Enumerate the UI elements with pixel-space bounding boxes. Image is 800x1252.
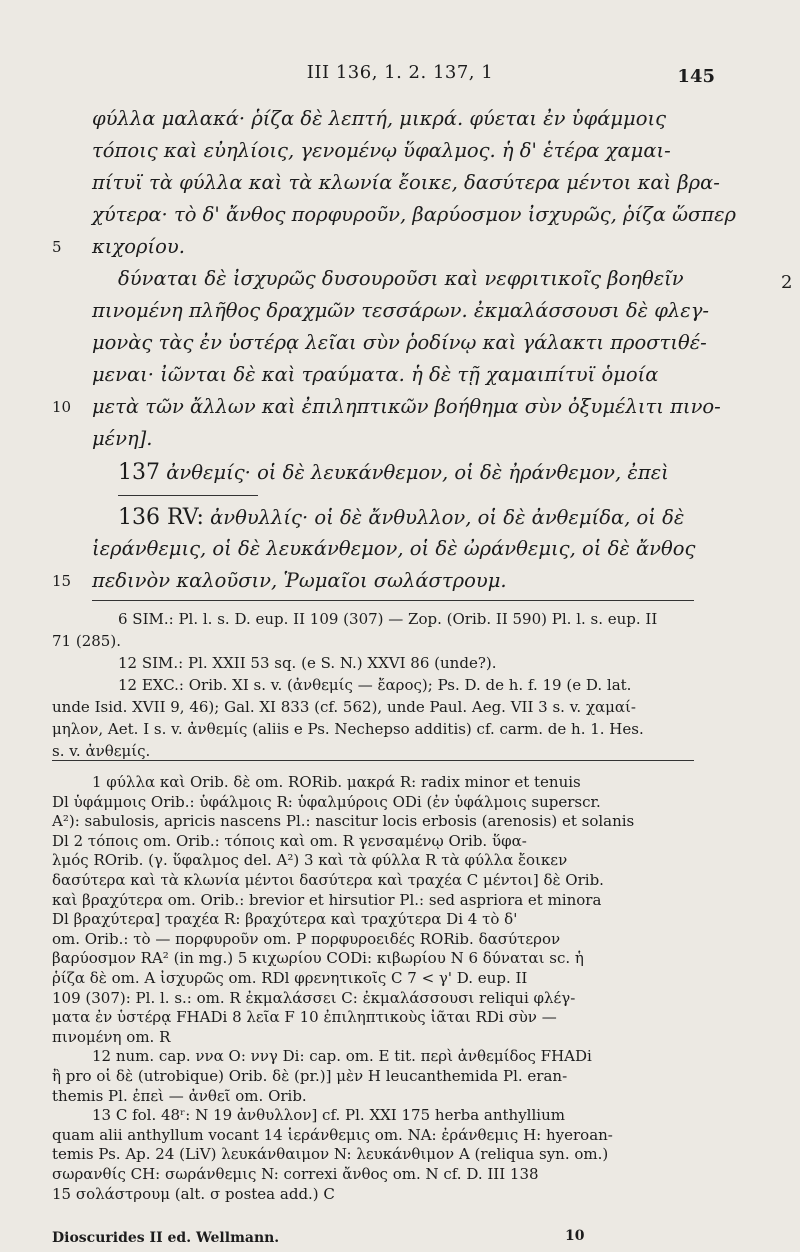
apparatus-line: δασύτερα καὶ τὰ κλωνία μέντοι δασύτερα καὶ τραχέα C μέντοι] δὲ Orib.: [52, 871, 604, 889]
chapter-text: ἀνθυλλίς· οἱ δὲ ἄνθυλλον, οἱ δὲ ἀνθεμίδα, οἱ δὲ: [210, 506, 685, 529]
apparatus-line: om. Orib.: τὸ — πορφυροῦν om. P πορφυροειδές RORib. δασύτερον: [52, 929, 561, 948]
apparatus-line: λμός ROrib. (γ. ὕφαλμος del. A²) 3 καὶ τὰ φύλλα R τὰ φύλλα ἔοικεν: [52, 851, 568, 870]
main-text-line: πινομένη πλῆθος δραχμῶν τεσσάρων. ἐκμαλάσσουσι δὲ φλεγ-: [92, 299, 709, 322]
running-head: III 136, 1. 2. 137, 1: [306, 62, 494, 83]
testimonia-line: 12 SIM.: Pl. XXII 53 sq. (e S. N.) XXVI 86 (unde?).: [118, 654, 497, 672]
apparatus-line: 15 σολάστρουμ (alt. σ postea add.) C: [52, 1184, 335, 1203]
main-text-line: πίτυϊ τὰ φύλλα καὶ τὰ κλωνία ἔοικε, δασύτερα μέντοι καὶ βρα-: [92, 171, 720, 194]
main-text-line: τόποις καὶ εὐηλίοις, γενομένῳ ὕφαλμος. ἡ δ' ἑτέρα χαμαι-: [92, 139, 671, 162]
main-text-line: δύναται δὲ ἰσχυρῶς δυσουροῦσι καὶ νεφριτικοῖς βοηθεῖν: [118, 267, 684, 290]
line-number: 15: [52, 572, 72, 590]
apparatus-line: καὶ βραχύτερα om. Orib.: brevior et hirsutior Pl.: sed aspriora et minora: [52, 890, 602, 909]
main-text-line: μένη].: [92, 427, 153, 450]
main-text-line: χύτερα· τὸ δ' ἄνθος πορφυροῦν, βαρύοσμον ἰσχυρῶς, ῥίζα ὥσπερ: [92, 203, 737, 226]
chapter-number: 137: [118, 460, 160, 485]
apparatus-line: σωρανθίς CH: σωράνθεμις N: correxi ἄνθος om. N cf. D. III 138: [52, 1165, 539, 1183]
main-text-line: ἱεράνθεμις, οἱ δὲ λευκάνθεμον, οἱ δὲ ὠράνθεμις, οἱ δὲ ἄνθος: [92, 537, 696, 560]
apparatus-line: ματα ἐν ὑστέρᾳ FHADi 8 λεῖα F 10 ἐπιληπτικοὺς ἰᾶται RDi σὺν —: [52, 1008, 557, 1027]
apparatus-line: 13 C fol. 48ʳ: N 19 ἀνθυλλον] cf. Pl. XXI 175 herba anthyllium: [92, 1106, 565, 1125]
margin-number: 2: [781, 272, 793, 293]
chapter-137-line: [118, 462, 669, 484]
page-number: 145: [677, 66, 715, 87]
testimonia-line: unde Isid. XVII 9, 46); Gal. XI 833 (cf. 562), unde Paul. Aeg. VII 3 s. v. χαμαί-: [52, 698, 636, 716]
testimonia-line: 71 (285).: [52, 632, 121, 650]
main-text-line: κιχορίου.: [92, 235, 185, 258]
apparatus-line: 1 φύλλα καὶ Orib. δὲ om. RORib. μακρά R: radix minor et tenuis: [92, 773, 581, 791]
apparatus-line: A²): sabulosis, apricis nascens Pl.: nascitur locis erbosis (arenosis) et solanis: [52, 812, 635, 831]
apparatus-line: ἢ pro οἱ δὲ (utrobique) Orib. δὲ (pr.)] μὲν H leucanthemida Pl. eran-: [52, 1067, 568, 1085]
apparatus-line: πινομένη om. R: [52, 1027, 171, 1046]
apparatus-line: 12 num. cap. ννα O: ννγ Di: cap. om. E tit. περὶ ἀνθεμίδος FHADi: [92, 1047, 592, 1066]
apparatus-line: ῥίζα δὲ om. A ἰσχυρῶς om. RDl φρενητικοῖς C 7 < γ' D. eup. II: [52, 969, 528, 987]
chapter-136rv-line: [118, 507, 684, 529]
main-text-line: μετὰ τῶν ἄλλων καὶ ἐπιληπτικῶν βοήθημα σὺν ὀξυμέλιτι πινο-: [92, 395, 721, 418]
testimonia-line: 6 SIM.: Pl. l. s. D. eup. II 109 (307) — Zop. (Orib. II 590) Pl. l. s. eup. II: [118, 610, 658, 628]
apparatus-line: Dl ὑφάμμοις Orib.: ὑφάλμοις R: ὑφαλμύροις ODi (ἐν ὑφάλμοις superscr.: [52, 792, 601, 811]
divider: [52, 760, 694, 761]
main-text-line: πεδινὸν καλοῦσιν, Ῥωμαῖοι σωλάστρουμ.: [92, 569, 507, 592]
testimonia-line: 12 EXC.: Orib. XI s. v. (ἀνθεμίς — ἔαρος); Ps. D. de h. f. 19 (e D. lat.: [118, 676, 632, 694]
divider-short: [118, 495, 258, 496]
chapter-number: 136 RV:: [118, 505, 204, 530]
apparatus-line: themis Pl. ἐπεὶ — ἀνθεῖ om. Orib.: [52, 1086, 307, 1105]
apparatus-line: quam alii anthyllum vocant 14 ἱεράνθεμις om. NA: ἐράνθεμις H: hyeroan-: [52, 1125, 613, 1144]
apparatus-line: 109 (307): Pl. l. s.: om. R ἐκμαλάσσει C: ἐκμαλάσσουσι reliqui φλέγ-: [52, 988, 576, 1007]
line-number: 10: [52, 398, 72, 416]
main-text-line: μεναι· ἰῶνται δὲ καὶ τραύματα. ἡ δὲ τῇ χαμαιπίτυϊ ὁμοία: [92, 363, 659, 386]
main-text-line: μονὰς τὰς ἐν ὑστέρᾳ λεῖαι σὺν ῥοδίνῳ καὶ γάλακτι προστιθέ-: [92, 331, 707, 354]
chapter-text: ἀνθεμίς· οἱ δὲ λευκάνθεμον, οἱ δὲ ἠράνθεμον, ἐπεὶ: [166, 461, 669, 484]
apparatus-line: Dl 2 τόποις om. Orib.: τόποις καὶ om. R γενσαμένῳ Orib. ὕφα-: [52, 831, 527, 850]
footer-right: 10: [565, 1228, 585, 1244]
testimonia-line: s. v. ἀνθεμίς.: [52, 742, 151, 760]
footer-left: Dioscurides II ed. Wellmann.: [52, 1230, 280, 1246]
apparatus-line: Dl βραχύτερα] τραχέα R: βραχύτερα καὶ τραχύτερα Di 4 τὸ δ': [52, 910, 518, 929]
divider: [92, 600, 694, 601]
main-text-line: φύλλα μαλακά· ῥίζα δὲ λεπτή, μικρά. φύεται ἐν ὑφάμμοις: [92, 107, 667, 130]
apparatus-line: βαρύοσμον RA² (in mg.) 5 κιχωρίου CODi: κιβωρίου N 6 δύναται sc. ἡ: [52, 949, 584, 968]
testimonia-line: μηλον, Aet. I s. v. ἀνθεμίς (aliis e Ps. Nechepso additis) cf. carm. de h. 1. Hes.: [52, 720, 644, 738]
apparatus-line: temis Ps. Ap. 24 (LiV) λευκάνθαιμον N: λευκάνθιμον A (reliqua syn. om.): [52, 1145, 609, 1164]
line-number: 5: [52, 238, 62, 256]
